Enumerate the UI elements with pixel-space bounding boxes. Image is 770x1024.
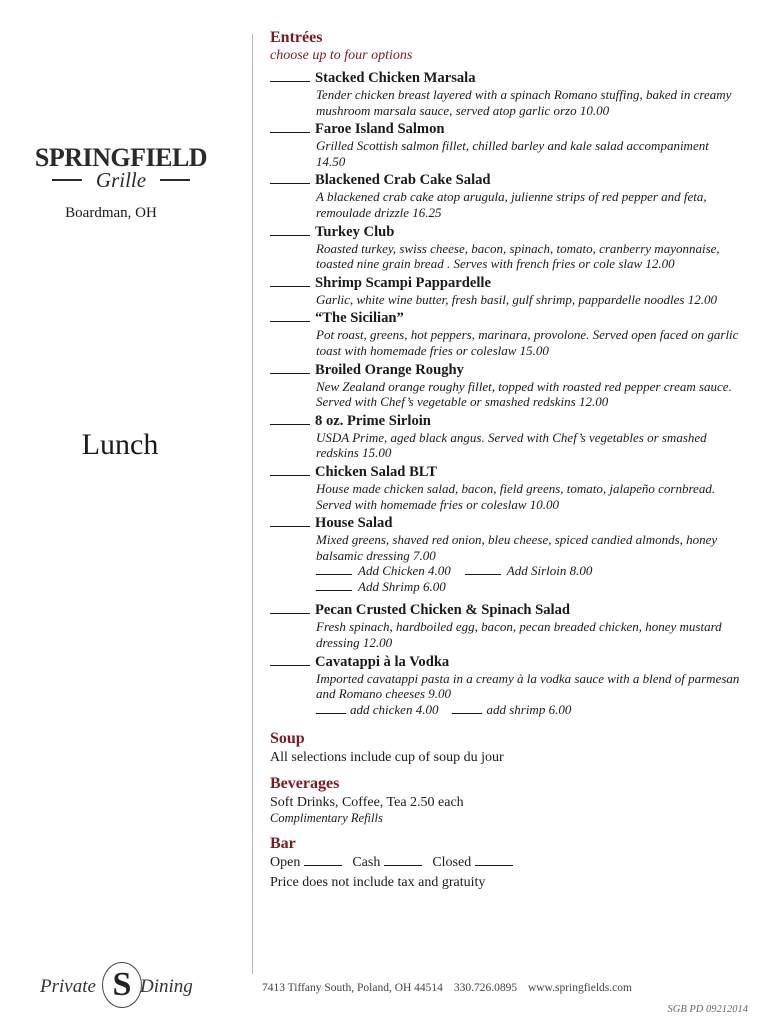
addon-row [316,702,740,718]
beverages-title: Beverages [270,775,340,793]
selection-blank[interactable] [270,121,310,133]
menu-item [270,224,740,272]
bar-open-blank[interactable] [304,855,342,866]
soup-section [270,729,740,766]
item-description: Garlic, white wine butter, fresh basil, gulf shrimp, pappardelle noodles 12.00 [316,291,717,307]
soup-text: All selections include cup of soup du jour [270,750,504,766]
beverages-text: Soft Drinks, Coffee, Tea 2.50 each [270,795,464,811]
item-description: USDA Prime, aged black angus. Served with Chef’s vegetables or smashed redskins 15.00 [316,429,707,461]
addon-shrimp: add shrimp 6.00 [486,701,572,717]
selection-blank[interactable] [270,362,310,374]
bar-note: Price does not include tax and gratuity [270,875,486,891]
private-dining-monogram: S [102,962,142,1008]
menu-item [270,70,740,118]
document-code: SGB PD 09212014 [667,1004,748,1015]
item-description: New Zealand orange roughy fillet, topped with roasted red pepper cream sauce. Served with Chef’s vegetable or smashed redskins 12.00 [316,378,732,410]
addon-blank[interactable] [465,564,501,575]
addon-sirloin: Add Sirloin 8.00 [506,563,593,579]
item-name: Cavatappi à la Vodka [315,653,450,670]
bar-closed-label: Closed [432,855,472,871]
addon-blank[interactable] [316,580,352,591]
item-description: House made chicken salad, bacon, field greens, tomato, jalapeño cornbread. Served with homemade fries or coleslaw 10.00 [316,480,716,512]
footer-address: 7413 Tiffany South, Poland, OH 44514 [262,982,443,994]
item-name: Broiled Orange Roughy [315,361,464,378]
bar-section [270,834,740,891]
bar-open-label: Open [270,855,301,871]
item-description: Roasted turkey, swiss cheese, bacon, spinach, tomato, cranberry mayonnaise, toasted nine grain bread . Serves with french fries or cole slaw 12.00 [316,240,720,272]
addon-blank[interactable] [316,703,346,714]
menu-item [270,413,740,461]
item-name: Turkey Club [315,223,395,240]
bar-cash-label: Cash [352,855,381,871]
logo-sub-row [26,170,216,190]
left-panel [0,0,250,1024]
springfield-grille-logo [26,144,216,190]
menu-item [270,654,740,718]
beverages-note: Complimentary Refills [270,811,383,826]
menu-content [270,28,740,891]
selection-blank[interactable] [270,275,310,287]
item-description: Fresh spinach, hardboiled egg, bacon, pecan breaded chicken, honey mustard dressing 12.00 [316,619,722,651]
logo-rule-right [160,179,190,181]
selection-blank[interactable] [270,224,310,236]
item-description: Tender chicken breast layered with a spinach Romano stuffing, baked in creamy mushroom marsala sauce, served atop garlic orzo 10.00 [316,87,732,118]
footer-phone: 330.726.0895 [453,982,518,994]
bar-options [270,854,740,871]
item-name: Shrimp Scampi Pappardelle [315,274,491,291]
entrees-subtitle: choose up to four options [270,48,413,63]
addon-row [316,579,740,595]
item-name: House Salad [315,515,393,532]
selection-blank[interactable] [270,70,310,82]
item-description: Grilled Scottish salmon fillet, chilled barley and kale salad accompaniment 14.50 [316,138,709,169]
menu-item [270,362,740,410]
addon-shrimp: Add Shrimp 6.00 [358,578,446,594]
selection-blank[interactable] [270,464,310,476]
selection-blank[interactable] [270,413,310,425]
selection-blank[interactable] [270,310,310,322]
item-name: Faroe Island Salmon [315,121,445,138]
entree-list [270,70,740,717]
menu-item [270,602,740,650]
menu-item [270,515,740,594]
item-name: Pecan Crusted Chicken & Spinach Salad [315,602,571,619]
private-dining-logo [40,962,215,1012]
footer-website[interactable]: www.springfields.com [527,982,632,994]
item-description: Mixed greens, shaved red onion, bleu cheese, spiced candied almonds, honey balsamic dressing 7.00 [316,532,718,563]
selection-blank[interactable] [270,602,310,614]
selection-blank[interactable] [270,654,310,666]
addon-chicken: add chicken 4.00 [350,701,439,717]
item-description: Pot roast, greens, hot peppers, marinara, provolone. Served open faced on garlic toast with homemade fries or coleslaw 15.00 [316,327,739,358]
menu-name: Lunch [81,428,159,461]
logo-rule-left [52,179,82,181]
menu-item [270,172,740,220]
soup-title: Soup [270,730,305,748]
menu-item [270,310,740,358]
menu-item [270,121,740,169]
item-name: Stacked Chicken Marsala [315,70,476,86]
item-name: Chicken Salad BLT [315,463,437,480]
item-description: Imported cavatappi pasta in a creamy à la vodka sauce with a blend of parmesan and Romano cheeses 9.00 [316,670,740,702]
item-description: A blackened crab cake atop arugula, julienne strips of red pepper and feta, remoulade drizzle 16.25 [316,189,707,220]
addon-blank[interactable] [452,703,482,714]
bar-closed-blank[interactable] [475,855,513,866]
addon-blank[interactable] [316,564,352,575]
addon-chicken: Add Chicken 4.00 [358,563,451,579]
entrees-title: Entrées [270,29,323,46]
vertical-divider [252,34,253,974]
logo-sub-text: Grille [95,168,147,192]
selection-blank[interactable] [270,172,310,184]
menu-item [270,275,740,308]
menu-item [270,464,740,512]
private-dining-word-1: Private [40,976,96,997]
bar-cash-blank[interactable] [384,855,422,866]
item-name: Blackened Crab Cake Salad [315,172,491,189]
item-name: 8 oz. Prime Sirloin [315,412,431,429]
item-name: “The Sicilian” [315,310,404,327]
private-dining-word-2: Dining [140,976,193,997]
selection-blank[interactable] [270,515,310,527]
addon-row [316,563,740,579]
logo-main-text: SPRINGFIELD [34,143,208,172]
location: Boardman, OH [65,205,157,221]
bar-title: Bar [270,835,296,853]
beverages-section [270,774,740,826]
footer [262,982,732,994]
